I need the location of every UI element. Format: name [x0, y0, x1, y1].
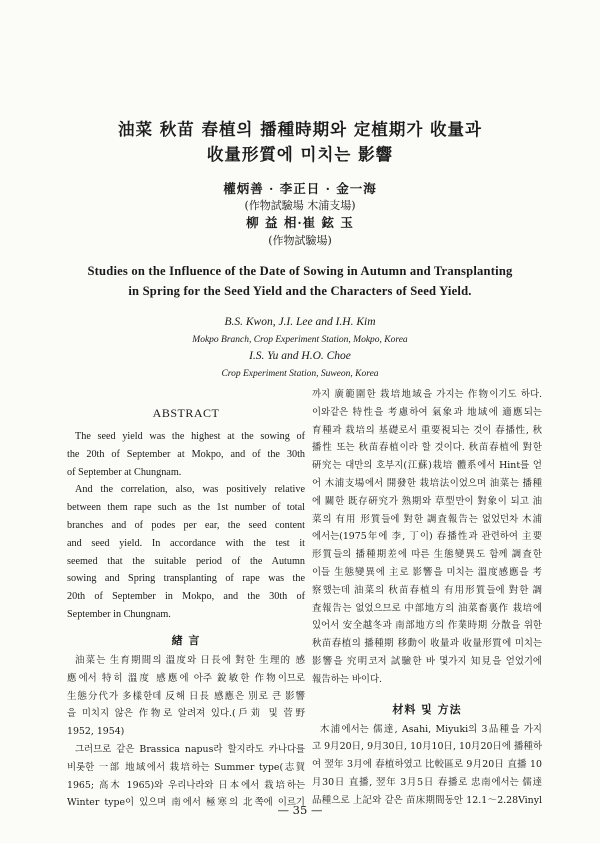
- body-line: 에 關한 既存硏究가 熟期와 草型만이 對象이 되고 油: [312, 495, 542, 507]
- abstract-line: the 20th of September at Mokpo, and of the 30th: [67, 448, 305, 460]
- body-line: 形質들의 播種期差에 따른 生態變異도 함께 調査한: [312, 549, 542, 561]
- abstract-line: and seed yield. In accordance with the test it: [67, 537, 305, 549]
- abstract-section: [67, 402, 305, 624]
- abstract-line: seemed that the suitable period of the Autumn: [67, 555, 305, 567]
- intro-line: 1965; 高木 1965)와 우리나라와 日本에서 栽培하는: [67, 779, 305, 791]
- introduction-heading: 緖 言: [171, 634, 201, 647]
- abstract-line: of September at Chungnam.: [67, 466, 182, 478]
- affiliation-korean-2: (作物試驗場): [268, 234, 332, 247]
- body-line: 이와같은 特性을 考慮하여 氣象과 地域에 適應되는: [312, 406, 542, 418]
- authors-korean-2: 柳 益 相·崔 鉉 玉: [246, 215, 354, 230]
- affiliation-korean-1: (作物試驗場 木浦支場): [244, 199, 356, 212]
- abstract-line: between them rape such as the 1st number of total: [67, 502, 305, 514]
- body-line: 影響을 究明코저 試驗한 바 몇가지 知見을 얻었기에: [312, 655, 542, 667]
- methods-line: 고 9月20日, 9月30日, 10月10日, 10月20日에 播種하: [312, 741, 542, 753]
- abstract-line: September in Chungnam.: [67, 608, 171, 620]
- english-affiliation-2: Crop Experiment Station, Suweon, Korea: [221, 369, 379, 379]
- abstract-line: And the correlation, also, was positively relative: [75, 484, 305, 496]
- introduction-section: [67, 630, 305, 812]
- intro-line: 1952, 1954): [67, 726, 125, 738]
- intro-line: 그러므로 같은 Brassica napus라 할지라도 카나다를: [75, 743, 305, 755]
- english-title-line1: Studies on the Influence of the Date of Sowing in Autumn and Transplanting: [87, 264, 513, 278]
- methods-line: 여 翌年 3月에 春植하였고 比較區로 9月20日 直播 10: [312, 759, 542, 771]
- body-line: 에서는(1975年에 李, 丁이) 春播性과 관련하여 主要: [312, 531, 542, 543]
- korean-title-line2: 收量形質에 미치는 影響: [206, 145, 394, 164]
- methods-line: 月30日 直播, 翌年 3月5日 春播로 忠南에서는 儒達: [312, 776, 542, 788]
- body-line: 이들 生態變異에 主로 影響을 미치는 溫度感應을 考: [312, 566, 542, 578]
- english-affiliation-1: Mokpo Branch, Crop Experiment Station, Mokpo, Korea: [192, 335, 408, 345]
- intro-line: 비롯한 一部 地域에서 栽培하는 Summer type(志賀: [67, 761, 305, 773]
- body-line: 播性 또는 秋苗春植이라 할 것이다. 秋苗春植에 對한: [312, 442, 542, 454]
- body-line: 까지 廣範圍한 栽培地域을 가지는 作物이기도 하다.: [312, 389, 542, 400]
- korean-title-line1: 油菜 秋苗 春植의 播種時期와 定植期가 收量과: [118, 120, 482, 139]
- intro-line: 을 미치지 않은 作物로 알려져 있다.(戶苅 및 菅野: [67, 708, 305, 720]
- body-line: 察했는데 油菜의 秋苗春植의 有用形質들에 對한 調: [312, 584, 542, 596]
- body-line: 어 木浦支場에서 開發한 栽培法이었으며 油菜는 播種: [312, 477, 542, 489]
- methods-line: 木浦에서는 儒達, Asahi, Miyuki의 3品種을 가지: [320, 723, 542, 735]
- body-line: 育種과 栽培의 基礎로서 重要視되는 것이 春播性, 秋: [312, 424, 542, 436]
- abstract-line: 20th of September in Mokpo, and the 30th of: [67, 591, 305, 603]
- abstract-heading: ABSTRACT: [152, 406, 220, 420]
- intro-line: 應에서 特히 溫度 感應에 아주 銳敏한 作物이므로: [67, 672, 305, 684]
- abstract-line: sowing and Spring transplanting of rape was the: [67, 573, 305, 585]
- intro-line: Winter type이 있으며 南에서 極寒의 北쪽에 이르기: [67, 797, 305, 809]
- english-authors-2: I.S. Yu and H.O. Choe: [249, 350, 351, 362]
- right-column: [312, 386, 542, 810]
- abstract-line: branches and of podes per ear, the seed content: [67, 519, 305, 531]
- body-line: 報告하는 바이다.: [312, 673, 382, 685]
- authors-korean-1: 權炳善 · 李正日 · 金一海: [223, 181, 377, 196]
- intro-line: 生態分代가 多樣한데 反해 日長 感應은 別로 큰 影響: [67, 690, 305, 702]
- intro-line: 油菜는 生育期間의 溫度와 日長에 對한 生理的 感: [75, 655, 305, 666]
- english-authors-1: B.S. Kwon, J.I. Lee and I.H. Kim: [224, 316, 376, 328]
- body-line: 菜의 有用 形質들에 對한 調査報告는 없었던차 木浦: [312, 513, 542, 525]
- english-title-line2: in Spring for the Seed Yield and the Characters of Seed Yield.: [128, 284, 472, 298]
- methods-line: 品種으로 上記와 같은 苗床期間동안 12.1～2.28Vinyl: [312, 794, 542, 806]
- body-line: 있어서 安全越冬과 南部地方의 作業時期 分散을 위한: [312, 620, 542, 632]
- methods-heading: 材料 및 方法: [392, 702, 462, 716]
- body-line: 硏究는 대만의 호부지(江蘇)栽培 體系에서 Hint를 얻: [312, 460, 542, 472]
- body-line: 査報告는 없었으므로 中部地方의 油菜畜裏作 栽培에: [312, 602, 542, 614]
- abstract-line: The seed yield was the highest at the sowing of: [75, 431, 305, 442]
- page-number: — 35 —: [277, 803, 323, 817]
- body-line: 秋苗春植의 播種期 移動이 收量과 收量形質에 미치는: [312, 638, 542, 650]
